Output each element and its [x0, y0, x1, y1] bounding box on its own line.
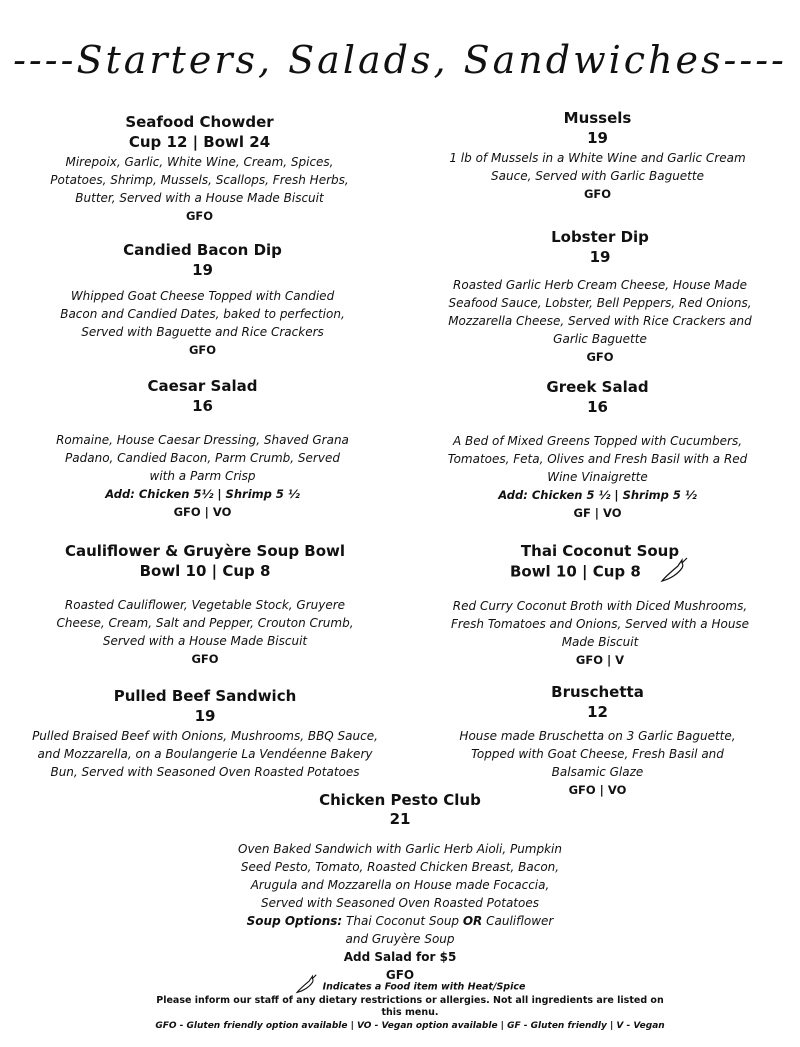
- item-addon: Add Salad for $5: [343, 950, 457, 964]
- item-price: 19: [587, 129, 608, 147]
- item-description-line: Bun, Served with Seasoned Oven Roasted Potatoes: [50, 765, 360, 779]
- item-description-line: and Mozzarella, on a Boulangerie La Vendéenne Bakery: [37, 747, 373, 761]
- dietary-key: GFO - Gluten friendly option available | VO - Vegan option available | GF - Gluten friendly | V - Vegan: [155, 1020, 665, 1031]
- item-name: Caesar Salad: [147, 377, 258, 395]
- item-description-line: Mirepoix, Garlic, White Wine, Cream, Spices,: [65, 155, 334, 169]
- item-description-line: Sauce, Served with Garlic Baguette: [491, 169, 704, 183]
- item-price: 19: [589, 248, 611, 266]
- item-description-line: Oven Baked Sandwich with Garlic Herb Aioli, Pumpkin: [238, 842, 562, 856]
- item-description-line: Served with a House Made Biscuit: [102, 634, 308, 648]
- soup-options-label: Soup Options:: [246, 914, 343, 928]
- item-description-line: A Bed of Mixed Greens Topped with Cucumbers,: [452, 434, 743, 448]
- item-description-line: Bacon and Candied Dates, baked to perfection,: [60, 307, 345, 321]
- item-description-line: Potatoes, Shrimp, Mussels, Scallops, Fresh Herbs,: [50, 173, 349, 187]
- menu-item-greek-salad: [440, 377, 755, 522]
- dietary-tag: GFO: [185, 209, 214, 223]
- item-price: [440, 561, 760, 583]
- item-name: Greek Salad: [546, 378, 649, 396]
- item-name: Pulled Beef Sandwich: [113, 687, 297, 705]
- item-name: Cauliflower & Gruyère Soup Bowl: [64, 542, 346, 560]
- menu-item-seafood-chowder: [42, 112, 357, 225]
- soup-option: and Gruyère Soup: [345, 932, 455, 946]
- dietary-tag: GF | VO: [573, 506, 622, 520]
- item-description-line: Roasted Cauliflower, Vegetable Stock, Gruyere: [64, 598, 346, 612]
- menu-item-pulled-beef-sandwich: [30, 686, 380, 781]
- item-description-line: 1 lb of Mussels in a White Wine and Garlic Cream: [449, 151, 746, 165]
- item-price-text: Bowl 10 | Cup 8: [509, 562, 641, 581]
- item-description-line: Romaine, House Caesar Dressing, Shaved Grana: [56, 433, 349, 447]
- dietary-tag: GFO | VO: [173, 505, 232, 519]
- item-addon: Add: Chicken 5½ | Shrimp 5 ½: [105, 487, 300, 501]
- menu-item-mussels: [440, 108, 755, 203]
- item-description-line: Red Curry Coconut Broth with Diced Mushrooms,: [452, 599, 748, 613]
- item-description-line: Roasted Garlic Herb Cream Cheese, House Made: [453, 278, 747, 292]
- dietary-tag: GFO: [191, 652, 219, 666]
- item-description-line: Pulled Braised Beef with Onions, Mushrooms, BBQ Sauce,: [32, 729, 378, 743]
- menu-item-lobster-dip: [440, 227, 760, 366]
- item-description-line: Garlic Baguette: [553, 332, 647, 346]
- soup-option: Cauliflower: [482, 914, 554, 928]
- spice-legend-text: Indicates a Food item with Heat/Spice: [322, 981, 526, 993]
- item-description-line: Tomatoes, Feta, Olives and Fresh Basil with a Red: [447, 452, 748, 466]
- item-description-line: Butter, Served with a House Made Biscuit: [75, 191, 324, 205]
- item-description-line: Topped with Goat Cheese, Fresh Basil and: [471, 747, 724, 761]
- dietary-tag: GFO | V: [575, 653, 625, 667]
- item-name: Bruschetta: [551, 683, 644, 701]
- menu-item-cauliflower-soup: [40, 541, 370, 668]
- item-description-line: Served with Seasoned Oven Roasted Potatoes: [261, 896, 539, 910]
- item-price: 19: [194, 707, 216, 725]
- chili-pepper-icon: [660, 557, 690, 583]
- item-description-line: Served with Baguette and Rice Crackers: [81, 325, 324, 339]
- spice-legend: [150, 980, 670, 995]
- item-price: 19: [192, 261, 213, 279]
- item-name: Seafood Chowder: [125, 113, 274, 131]
- allergy-note: Please inform our staff of any dietary restrictions or allergies. Not all ingredients are listed on this menu.: [156, 994, 664, 1018]
- soup-options-line: [235, 912, 565, 930]
- item-name: Mussels: [563, 109, 632, 127]
- item-price: Cup 12 | Bowl 24: [128, 133, 271, 151]
- item-description-line: Mozzarella Cheese, Served with Rice Crackers and: [448, 314, 752, 328]
- dietary-tag: GFO | VO: [568, 783, 627, 797]
- item-description-line: Padano, Candied Bacon, Parm Crumb, Served: [65, 451, 340, 465]
- item-name: Candied Bacon Dip: [123, 241, 282, 259]
- item-price: 16: [192, 397, 213, 415]
- item-description-line: Wine Vinaigrette: [547, 470, 648, 484]
- menu-item-chicken-pesto-club: [235, 790, 565, 984]
- item-price: 21: [389, 810, 411, 828]
- item-description-line: Cheese, Cream, Salt and Pepper, Crouton Crumb,: [56, 616, 354, 630]
- page-title: ----Starters, Salads, Sandwiches----: [13, 38, 787, 82]
- item-name: Thai Coconut Soup: [520, 542, 680, 560]
- item-description-line: Balsamic Glaze: [551, 765, 644, 779]
- dietary-tag: GFO: [188, 343, 217, 357]
- item-price: 16: [587, 398, 608, 416]
- item-description-line: House made Bruschetta on 3 Garlic Baguette,: [459, 729, 736, 743]
- menu-footer: [150, 980, 670, 1033]
- item-description-line: Arugula and Mozzarella on House made Focaccia,: [250, 878, 550, 892]
- item-description-line: with a Parm Crisp: [149, 469, 256, 483]
- item-price: 12: [587, 703, 608, 721]
- item-description-line: Made Biscuit: [561, 635, 639, 649]
- soup-or: OR: [462, 914, 483, 928]
- item-price: Bowl 10 | Cup 8: [139, 562, 271, 580]
- dietary-tag: GFO: [385, 968, 415, 982]
- chili-pepper-icon: [295, 974, 319, 994]
- menu-item-thai-coconut-soup: [440, 541, 760, 669]
- menu-item-bruschetta: [440, 682, 755, 799]
- item-name: Lobster Dip: [551, 228, 649, 246]
- dietary-tag: GFO: [583, 187, 612, 201]
- menu-item-caesar-salad: [45, 376, 360, 521]
- item-description-line: Seafood Sauce, Lobster, Bell Peppers, Red Onions,: [448, 296, 752, 310]
- item-description-line: Seed Pesto, Tomato, Roasted Chicken Breast, Bacon,: [240, 860, 560, 874]
- item-name: Chicken Pesto Club: [319, 791, 481, 809]
- soup-option: Thai Coconut Soup: [342, 914, 463, 928]
- item-addon: Add: Chicken 5 ½ | Shrimp 5 ½: [498, 488, 697, 502]
- item-description-line: Fresh Tomatoes and Onions, Served with a House: [450, 617, 750, 631]
- item-description-line: Whipped Goat Cheese Topped with Candied: [70, 289, 335, 303]
- menu-item-candied-bacon-dip: [45, 240, 360, 359]
- dietary-tag: GFO: [586, 350, 614, 364]
